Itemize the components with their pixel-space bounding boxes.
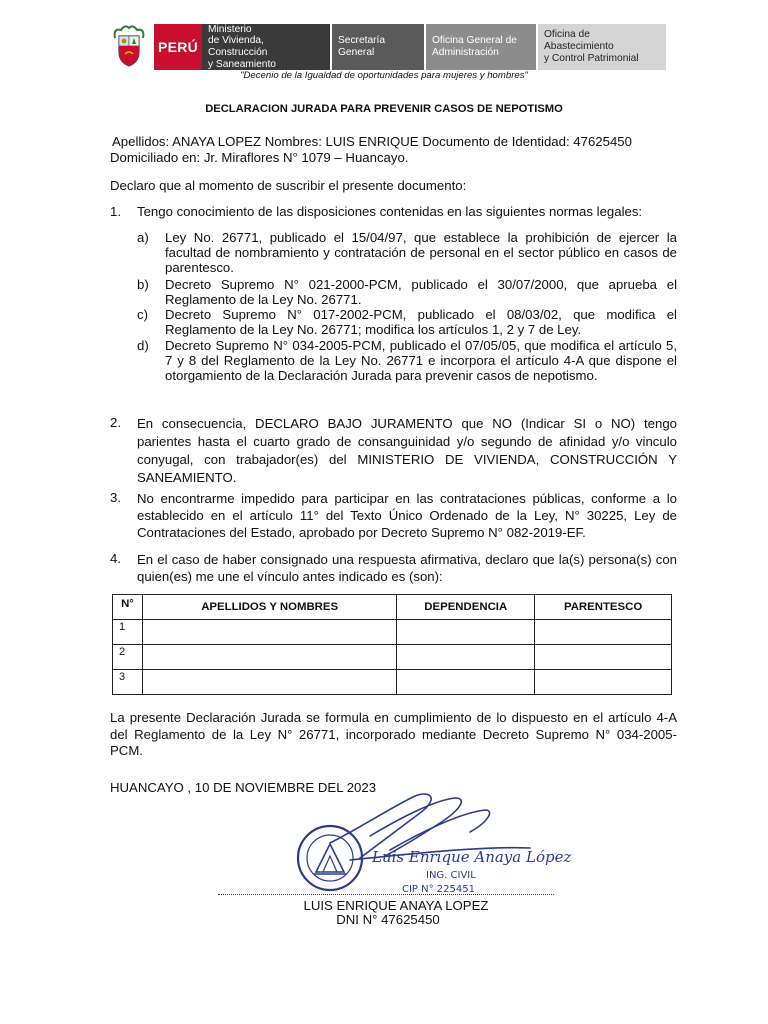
ministry-line-2: de Vivienda, Construcción bbox=[208, 35, 268, 58]
row-names-cell[interactable] bbox=[142, 670, 396, 695]
signature-line bbox=[218, 894, 554, 895]
item-3-text: No encontrarme impedido para participar en las contrataciones públicas, conforme a lo establecido en el artículo 11° del Texto Único Ordenado de la Ley, N° 30225, Ley de Contrataciones del Estado, aprobado por Decreto Supremo N° 082-2019-EF. bbox=[137, 491, 677, 540]
secretaria-label: Secretaría General bbox=[332, 24, 424, 70]
table-row bbox=[113, 670, 672, 695]
item-1-number: 1. bbox=[110, 204, 121, 219]
row-dependencia-cell[interactable] bbox=[397, 645, 535, 670]
row-dependencia-cell[interactable] bbox=[397, 620, 535, 645]
coat-of-arms-icon bbox=[108, 24, 150, 68]
table-row bbox=[113, 645, 672, 670]
row-names-cell[interactable] bbox=[142, 645, 396, 670]
subitem-c-letter: c) bbox=[137, 307, 148, 322]
col-header-dependencia: DEPENDENCIA bbox=[397, 595, 535, 620]
closing-paragraph: La presente Declaración Jurada se formula en cumplimiento de lo dispuesto en el artículo 4-A del Reglamento de la Ley N° 26771, incorporado mediante Decreto Supremo N° 034-2005- PCM. bbox=[110, 710, 677, 758]
oficina-general-line-1: Oficina General de bbox=[432, 35, 517, 47]
row-number: 1 bbox=[113, 620, 143, 645]
table-row bbox=[113, 620, 672, 645]
row-number: 3 bbox=[113, 670, 143, 695]
identity-line-1: Apellidos: ANAYA LOPEZ Nombres: LUIS ENRIQUE Documento de Identidad: 47625450 bbox=[112, 134, 632, 149]
table-header-row bbox=[113, 595, 672, 620]
row-parentesco-cell[interactable] bbox=[535, 645, 672, 670]
subitem-a-letter: a) bbox=[137, 230, 149, 245]
motto: "Decenio de la Igualdad de oportunidades para mujeres y hombres" bbox=[240, 70, 528, 81]
row-dependencia-cell[interactable] bbox=[397, 670, 535, 695]
ministry-line-1: Ministerio bbox=[208, 23, 252, 35]
item-4-number: 4. bbox=[110, 551, 121, 566]
subitem-a-text: Ley No. 26771, publicado el 15/04/97, que establece la prohibición de ejercer la facultad de nombramiento y contratación de personal en el sector público en casos de parentesco. bbox=[165, 230, 677, 276]
oficina-abastecimiento-label bbox=[538, 24, 666, 70]
stamp-title: ING. CIVIL bbox=[426, 870, 476, 881]
oficina-abastecimiento-line-1: Oficina de Abastecimiento bbox=[544, 29, 614, 53]
relatives-table bbox=[112, 594, 672, 695]
oficina-general-label bbox=[426, 24, 536, 70]
item-2-text: En consecuencia, DECLARO BAJO JURAMENTO que NO (Indicar SI o NO) tengo parientes hasta el cuarto grado de consanguinidad y/o segundo de afinidad y/o vinculo conyugal, con trabajador(es) del MINISTERIO DE VIVIENDA, CONSTRUCCIÓN Y SANEAMIENTO. bbox=[137, 416, 677, 485]
subitem-c-text: Decreto Supremo N° 017-2002-PCM, publicado el 08/03/02, que modifica el Reglamento de la Ley No. 26771; modifica los artículos 1, 2 y 7 de Ley. bbox=[165, 307, 677, 338]
item-3-number: 3. bbox=[110, 490, 121, 505]
row-number: 2 bbox=[113, 645, 143, 670]
place-date: HUANCAYO , 10 DE NOVIEMBRE DEL 2023 bbox=[110, 780, 377, 795]
subitem-b-letter: b) bbox=[137, 277, 149, 292]
seal-icon bbox=[298, 826, 362, 890]
item-1-text: Tengo conocimiento de las disposiciones contenidas en las siguientes normas legales: bbox=[137, 204, 643, 219]
header-banner bbox=[108, 24, 666, 70]
subitem-b-text: Decreto Supremo N° 021-2000-PCM, publicado el 30/07/2000, que aprueba el Reglamento de la Ley No. 26771. bbox=[165, 277, 677, 308]
col-header-names: APELLIDOS Y NOMBRES bbox=[142, 595, 396, 620]
ministry-line-3: y Saneamiento bbox=[208, 58, 276, 70]
document-title: DECLARACION JURADA PARA PREVENIR CASOS DE NEPOTISMO bbox=[205, 103, 563, 115]
identity-line-2: Domiciliado en: Jr. Miraflores N° 1079 – Huancayo. bbox=[110, 150, 409, 165]
ministry-label bbox=[202, 24, 330, 70]
col-header-number: N° bbox=[113, 595, 143, 620]
signer-name: LUIS ENRIQUE ANAYA LOPEZ bbox=[303, 898, 489, 913]
item-4-text: En el caso de haber consignado una respuesta afirmativa, declaro que la(s) persona(s) con quien(es) me une el vínculo antes indicado es (son): bbox=[137, 552, 677, 584]
subitem-d-text: Decreto Supremo N° 034-2005-PCM, publicado el 07/05/05, que modifica el artículo 5, 7 y 8 del Reglamento de la Ley No. 26771 e incorpora el artículo 4-A que dispone el otorgamiento de la Declaración Jurada para prevenir casos de nepotismo. bbox=[165, 338, 677, 384]
oficina-abastecimiento-line-2: y Control Patrimonial bbox=[544, 52, 639, 64]
col-header-parentesco: PARENTESCO bbox=[535, 595, 672, 620]
signature-stamp-graphic bbox=[290, 788, 572, 900]
subitem-d-letter: d) bbox=[137, 338, 149, 353]
row-parentesco-cell[interactable] bbox=[535, 670, 672, 695]
signer-dni: DNI N° 47625450 bbox=[336, 912, 440, 927]
declaro-intro: Declaro que al momento de suscribir el presente documento: bbox=[110, 178, 467, 193]
stamp-name: Luis Enrique Anaya López bbox=[372, 848, 572, 866]
peru-label: PERÚ bbox=[154, 24, 202, 70]
row-parentesco-cell[interactable] bbox=[535, 620, 672, 645]
oficina-general-line-2: Administración bbox=[432, 47, 499, 58]
item-2-number: 2. bbox=[110, 415, 121, 430]
stamp-cip: CIP N° 225451 bbox=[402, 884, 475, 895]
row-names-cell[interactable] bbox=[142, 620, 396, 645]
